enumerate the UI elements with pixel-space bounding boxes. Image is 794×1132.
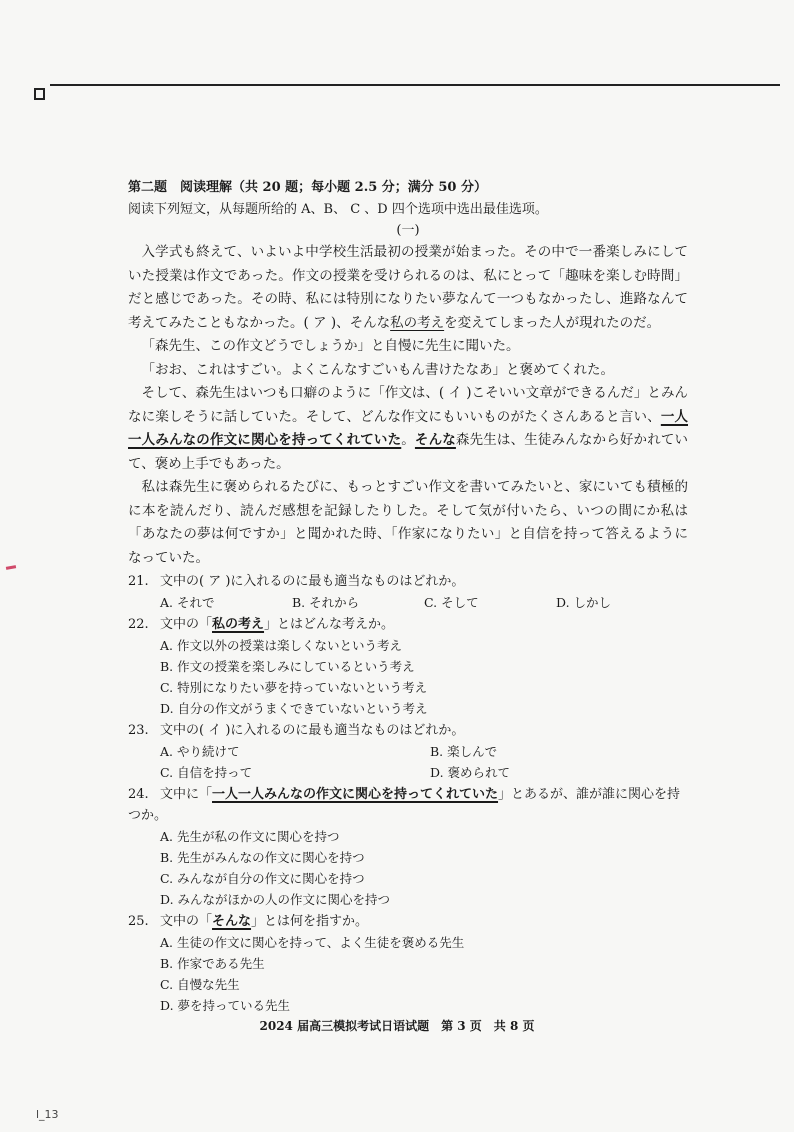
question-number: 24. [128,787,149,802]
scan-edge-line [50,84,780,86]
page-footer: 2024 届高三模拟考试日语试题 第 3 页 共 8 页 [259,1019,535,1033]
section-instruction: 阅读下列短文，从每题所给的 A、B、 C 、D 四个选项中选出最佳选项。 [128,202,548,217]
option-d: D. しかし [556,595,612,610]
question-21-options [128,592,688,613]
option-d: D. 褒められて [430,765,511,780]
option-a: A. 生徒の作文に関心を持って、よく生徒を褒める先生 [160,935,465,950]
option-b: B. 楽しんで [430,744,498,759]
margin-ink-mark [6,565,16,570]
option-d: D. 夢を持っている先生 [160,998,291,1013]
option-c: C. 特別になりたい夢を持っていないという考え [160,680,428,695]
option-a: A. それで [160,595,215,610]
passage-paragraph-4: そして、森先生はいつも口癖のように「作文は、( イ )こそいい文章ができるんだ」とみんなに楽しそうに話していた。そして、どんな作文にもいいものがたくさんあると言い、一人一人みんなの作文に関心を持ってくれていた。そんな森先生は、生徒みんなから好かれていて、褒め上手でもあった。 [128,385,689,472]
exam-page [128,177,688,1016]
passage-number: (一) [396,223,420,238]
question-number: 23. [128,723,149,738]
question-24: 24. 文中に「一人一人みんなの作文に関心を持ってくれていた」とあるが、誰が誰に関心を持つか。 [128,784,688,826]
question-number: 21. [128,574,149,589]
underline-kanshin-ref: 一人一人みんなの作文に関心を持ってくれていた [212,787,499,802]
passage-paragraph-2: 「森先生、この作文どうでしょうか」と自慢に先生に聞いた。 [141,338,520,354]
underline-kanshin: 一人一人みんなの作文に関心を持ってくれていた [128,408,688,448]
option-b: B. 先生がみんなの作文に関心を持つ [160,850,365,865]
option-a: A. 作文以外の授業は楽しくないという考え [160,638,402,653]
bottom-corner-mark: l_13 [36,1108,59,1121]
question-25: 25. 文中の「そんな」とは何を指すか。 [128,911,688,932]
underline-sonna-ref: そんな [212,914,252,929]
question-23 [128,720,688,741]
question-stem: 文中の( イ )に入れるのに最も適当なものはどれか。 [160,723,465,738]
question-number: 22. [128,617,149,632]
passage-paragraph-1: 入学式も終えて、いよいよ中学校生活最初の授業が始まった。その中で一番楽しみにしていた授業は作文であった。作文の授業を受けられるのは、私にとって「趣味を楽しむ時間」だと感じであった。その時、私には特別になりたい夢なんて一つもなかったし、進路なんて考えてみたこともなかった。( ア )、そんな私の考えを変えてしまった人が現れたのだ。 [128,244,688,331]
section-title: 第二题 阅读理解（共 20 题；每小题 2.5 分；满分 50 分） [128,180,487,195]
passage-paragraph-5: 私は森先生に褒められるたびに、もっとすごい作文を書いてみたいと、家にいても積極的に本を読んだり、読んだ感想を記録したりした。そして気が付いたら、いつの間にか私は「あなたの夢は何ですか」と聞かれた時、「作家になりたい」と自信を持って答えるようになっていた。 [128,479,688,566]
option-d: D. みんながほかの人の作文に関心を持つ [160,892,391,907]
question-21 [128,571,688,592]
option-c: C. みんなが自分の作文に関心を持つ [160,871,365,886]
option-a: A. 先生が私の作文に関心を持つ [160,829,340,844]
option-c: C. そして [424,595,479,610]
question-23-options [128,741,688,783]
option-a: A. やり続けて [160,744,240,759]
underline-watashi-no-kangae-ref: 私の考え [212,617,265,632]
corner-box-mark [34,88,45,100]
option-b: B. それから [292,595,360,610]
passage-paragraph-3: 「おお、これはすごい。よくこんなすごいもん書けたなあ」と褒めてくれた。 [141,361,614,378]
option-b: B. 作家である先生 [160,956,265,971]
question-22: 22. 文中の「私の考え」とはどんな考えか。 [128,614,688,635]
option-d: D. 自分の作文がうまくできていないという考え [160,701,428,716]
option-c: C. 自信を持って [160,765,253,780]
question-stem: 文中の( ア )に入れるのに最も適当なものはどれか。 [160,574,465,589]
option-c: C. 自慢な先生 [160,977,240,992]
underline-watashi-no-kangae: 私の考え [390,314,445,331]
underline-sonna: そんな [414,432,456,448]
option-b: B. 作文の授業を楽しみにしているという考え [160,659,415,674]
question-number: 25. [128,914,149,929]
